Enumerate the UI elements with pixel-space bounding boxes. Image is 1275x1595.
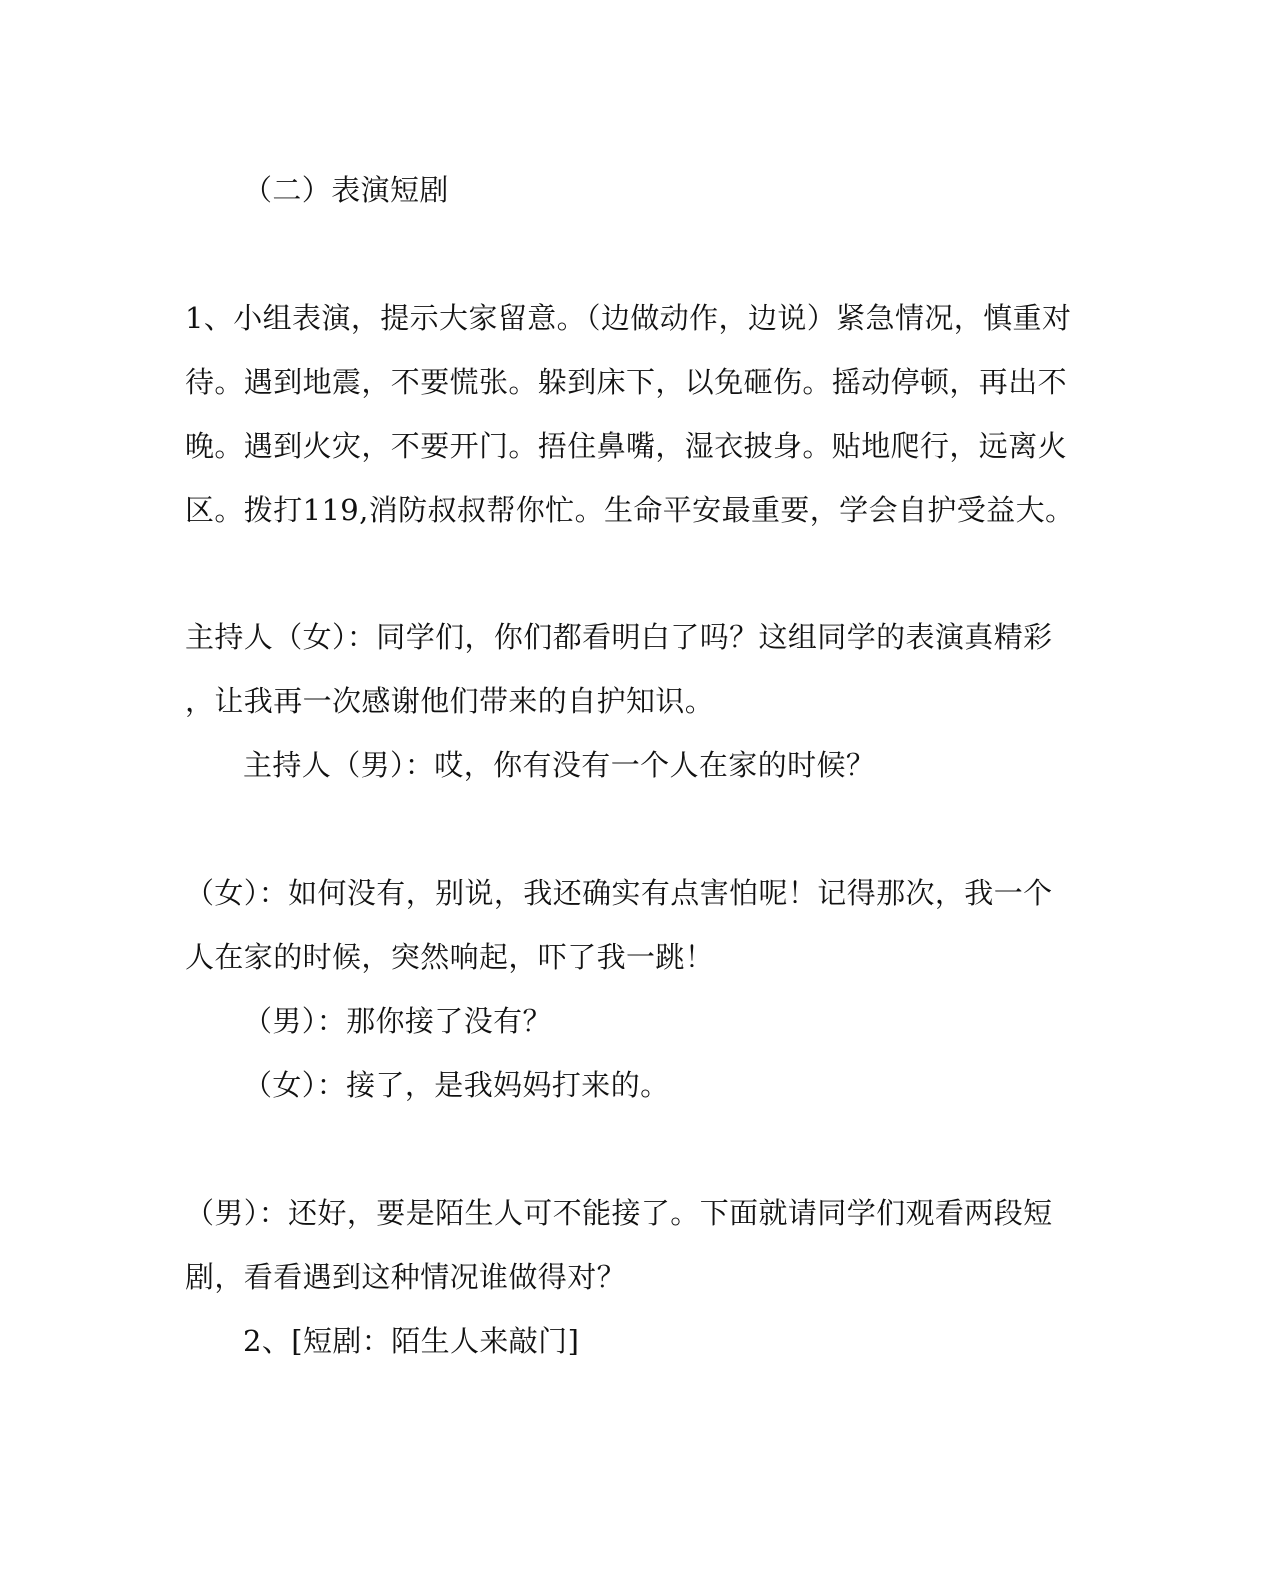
- paragraph-line: 1、小组表演，提示大家留意。（边做动作，边说）紧急情况，慎重对: [185, 301, 1072, 335]
- paragraph-line: （男）：还好，要是陌生人可不能接了。下面就请同学们观看两段短: [185, 1196, 1053, 1230]
- section-heading: （二）表演短剧: [243, 173, 449, 207]
- paragraph-male-question: （男）：那你接了没有？: [243, 1004, 552, 1038]
- paragraph-female-answer: （女）：接了，是我妈妈打来的。: [243, 1068, 670, 1102]
- paragraph-skit-title: 2、[短剧：陌生人来敲门]: [243, 1324, 580, 1358]
- paragraph-line: ，让我再一次感谢他们带来的自护知识。: [185, 684, 715, 718]
- paragraph-line: （女）：如何没有，别说，我还确实有点害怕呢！记得那次，我一个: [185, 876, 1053, 910]
- paragraph-line: 晚。遇到火灾，不要开门。捂住鼻嘴，湿衣披身。贴地爬行，远离火: [185, 429, 1068, 463]
- paragraph-line: 剧，看看遇到这种情况谁做得对？: [185, 1260, 627, 1294]
- paragraph-host-male: 主持人（男）：哎，你有没有一个人在家的时候？: [243, 748, 876, 782]
- paragraph-line: 区。拨打119,消防叔叔帮你忙。生命平安最重要，学会自护受益大。: [185, 493, 1075, 527]
- paragraph-line: 主持人（女）：同学们，你们都看明白了吗？这组同学的表演真精彩: [185, 620, 1053, 654]
- paragraph-line: 人在家的时候，突然响起，吓了我一跳！: [185, 940, 715, 974]
- paragraph-line: 待。遇到地震，不要慌张。躲到床下，以免砸伤。摇动停顿，再出不: [185, 365, 1068, 399]
